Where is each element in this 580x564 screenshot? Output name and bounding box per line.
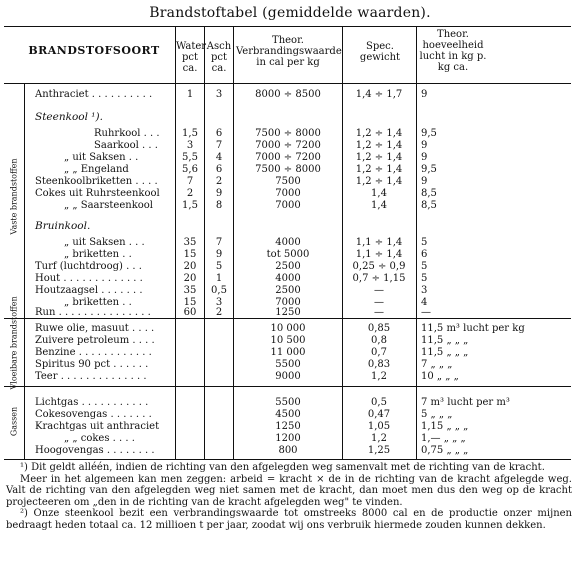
header-brandstofsoort: BRANDSTOFSOORT xyxy=(28,44,160,57)
cell-brandstof: Cokes uit Ruhrsteenkool xyxy=(35,188,160,199)
cell-lucht: 11,5 „ „ „ xyxy=(421,335,469,346)
cell-brandstof: Lichtgas . . . . . . . . . . . xyxy=(35,397,149,408)
cell-verbrandingswaarde: 2500 xyxy=(275,261,301,272)
cell-water: 2 xyxy=(186,188,194,199)
cell-water: 20 xyxy=(183,261,197,272)
cell-spec-gewicht: 1,1 ÷ 1,4 xyxy=(355,237,403,248)
table-title: Brandstoftabel (gemiddelde waarden). xyxy=(149,5,431,21)
cell-verbrandingswaarde: 10 500 xyxy=(270,335,306,346)
cell-water: 5,5 xyxy=(182,152,198,163)
cell-brandstof: Benzine . . . . . . . . . . . . xyxy=(35,347,152,358)
cell-spec-gewicht: 0,5 xyxy=(371,397,387,408)
cell-asch: 7 xyxy=(215,140,223,151)
cell-water: 35 xyxy=(183,285,197,296)
cell-brandstof: „ „ Engeland xyxy=(64,164,129,175)
cell-spec-gewicht: 1,1 ÷ 1,4 xyxy=(355,249,403,260)
cell-lucht: 9,5 xyxy=(421,128,437,139)
cell-asch: 2 xyxy=(215,176,223,187)
footnote-2: ²) Onze steenkool bezit een verbrandingswaarde tot omstreeks 8000 cal en de productie onzer mijnen bedraagt heden totaal ca. 12 millioen t per jaar, zoodat wij ons verbruik hiermede zouden kunnen dekken. xyxy=(6,508,572,531)
header-water: Water pct ca. xyxy=(176,41,207,74)
cell-lucht: 9 xyxy=(421,176,428,187)
cell-lucht: 3 xyxy=(421,285,428,296)
cell-verbrandingswaarde: 4000 xyxy=(275,273,301,284)
fuel-table xyxy=(4,26,571,460)
table-row xyxy=(4,176,571,188)
cell-verbrandingswaarde: 7500 xyxy=(275,176,301,187)
cell-water: 1 xyxy=(186,89,194,100)
footnotes xyxy=(6,462,572,531)
cell-spec-gewicht: 0,83 xyxy=(367,359,391,370)
cell-spec-gewicht: 0,25 ÷ 0,9 xyxy=(352,261,406,272)
table-row xyxy=(4,359,571,371)
cell-spec-gewicht: 1,05 xyxy=(367,421,391,432)
table-row xyxy=(4,273,571,285)
cell-brandstof: „ uit Saksen . . xyxy=(64,152,139,163)
cell-asch: 5 xyxy=(215,261,223,272)
header-lucht: Theor. hoeveelheid lucht in kg p. kg ca. xyxy=(419,29,487,73)
cell-spec-gewicht: 1,2 ÷ 1,4 xyxy=(355,152,403,163)
table-row xyxy=(4,433,571,445)
table-row xyxy=(4,261,571,273)
cell-verbrandingswaarde: 7000 ÷ 7200 xyxy=(255,140,321,151)
cell-verbrandingswaarde: 8000 ÷ 8500 xyxy=(255,89,321,100)
cell-spec-gewicht: 1,4 ÷ 1,7 xyxy=(355,89,403,100)
cell-brandstof: „ uit Saksen . . . xyxy=(64,237,145,248)
cell-water: 15 xyxy=(183,249,197,260)
cell-spec-gewicht: — xyxy=(374,307,384,318)
cell-lucht: 5 xyxy=(421,261,428,272)
table-row xyxy=(4,164,571,176)
table-row xyxy=(4,323,571,335)
table-row xyxy=(4,152,571,164)
subheading-bruinkool: Bruinkool. xyxy=(35,220,91,232)
cell-lucht: 1,— „ „ „ xyxy=(421,433,466,444)
table-row xyxy=(4,307,571,319)
cell-spec-gewicht: 0,7 ÷ 1,15 xyxy=(352,273,406,284)
cell-brandstof: Hout . . . . . . . . . . . . . xyxy=(35,273,143,284)
table-row xyxy=(4,237,571,249)
cell-brandstof: Houtzaagsel . . . . . . . xyxy=(35,285,143,296)
cell-spec-gewicht: 1,2 ÷ 1,4 xyxy=(355,140,403,151)
cell-lucht: 7 m³ lucht per m³ xyxy=(421,397,510,408)
cell-lucht: 4 xyxy=(421,297,428,308)
table-row xyxy=(4,200,571,212)
cell-verbrandingswaarde: 1250 xyxy=(275,307,301,318)
cell-brandstof: Krachtgas uit anthraciet xyxy=(35,421,160,432)
cell-spec-gewicht: 0,85 xyxy=(367,323,391,334)
cell-lucht: — xyxy=(421,307,431,318)
group-label-vloeibare: Vloeibare brandstoffen xyxy=(9,296,19,390)
table-row xyxy=(4,249,571,261)
cell-verbrandingswaarde: 9000 xyxy=(275,371,301,382)
cell-asch: 3 xyxy=(215,89,223,100)
cell-spec-gewicht: 1,25 xyxy=(367,445,391,456)
cell-spec-gewicht: 1,2 ÷ 1,4 xyxy=(355,128,403,139)
cell-verbrandingswaarde: 2500 xyxy=(275,285,301,296)
cell-spec-gewicht: 1,4 xyxy=(371,200,387,211)
cell-water: 1,5 xyxy=(182,200,198,211)
cell-asch: 6 xyxy=(215,164,223,175)
table-row xyxy=(4,397,571,409)
cell-lucht: 8,5 xyxy=(421,200,437,211)
footnote-1: ¹) Dit geldt alléén, indien de richting van den afgelegden weg samenvalt met de richting van de kracht. xyxy=(20,462,545,473)
cell-verbrandingswaarde: 7000 xyxy=(275,200,301,211)
table-row xyxy=(4,285,571,297)
cell-brandstof: Cokesovengas . . . . . . . xyxy=(35,409,152,420)
table-row xyxy=(4,128,571,140)
cell-water: 5,6 xyxy=(182,164,198,175)
table-row xyxy=(4,188,571,200)
header-verbrandingswaarde: Theor. Verbrandingswaarde in cal per kg xyxy=(236,35,342,68)
cell-lucht: 5 xyxy=(421,273,428,284)
cell-water: 60 xyxy=(183,307,197,318)
cell-lucht: 0,75 „ „ „ xyxy=(421,445,469,456)
header-separator xyxy=(4,83,571,84)
cell-verbrandingswaarde: 4000 xyxy=(275,237,301,248)
cell-lucht: 5 xyxy=(421,237,428,248)
cell-spec-gewicht: 1,4 xyxy=(371,188,387,199)
cell-spec-gewicht: 0,47 xyxy=(367,409,391,420)
header-asch: Asch pct ca. xyxy=(206,41,232,74)
cell-verbrandingswaarde: 7000 xyxy=(275,297,301,308)
subheading-steenkool: Steenkool ¹). xyxy=(35,111,103,123)
cell-verbrandingswaarde: 5500 xyxy=(275,397,301,408)
cell-water: 35 xyxy=(183,237,197,248)
cell-brandstof: Run . . . . . . . . . . . . . . . xyxy=(35,307,151,318)
cell-spec-gewicht: 1,2 xyxy=(371,371,387,382)
cell-spec-gewicht: — xyxy=(374,297,384,308)
cell-brandstof: Spiritus 90 pct . . . . . . xyxy=(35,359,149,370)
cell-brandstof: Steenkoolbriketten . . . . xyxy=(35,176,158,187)
cell-verbrandingswaarde: 1250 xyxy=(275,421,301,432)
cell-spec-gewicht: 1,2 ÷ 1,4 xyxy=(355,164,403,175)
footnote-paragraph: Meer in het algemeen kan men zeggen: arbeid = kracht × de in de richting van de kracht afgelegde weg. Valt de richting van den afgelegden weg niet samen met de kracht, dan moet men dus den weg op de kracht projecteeren om „den in de richting van de kracht afgelegden weg" te vinden. xyxy=(6,473,572,508)
cell-water: 7 xyxy=(186,176,194,187)
group-label-gassen: Gassen xyxy=(9,406,19,437)
cell-verbrandingswaarde: 7000 ÷ 7200 xyxy=(255,152,321,163)
cell-verbrandingswaarde: 5500 xyxy=(275,359,301,370)
cell-asch: 4 xyxy=(215,152,223,163)
cell-lucht: 7 „ „ „ xyxy=(421,359,453,370)
cell-verbrandingswaarde: 10 000 xyxy=(270,323,306,334)
cell-verbrandingswaarde: 7500 ÷ 8000 xyxy=(255,164,321,175)
cell-spec-gewicht: 0,7 xyxy=(371,347,387,358)
group-separator xyxy=(4,386,571,387)
cell-verbrandingswaarde: 4500 xyxy=(275,409,301,420)
cell-spec-gewicht: 0,8 xyxy=(371,335,387,346)
cell-water: 20 xyxy=(183,273,197,284)
cell-brandstof: „ „ Saarsteenkool xyxy=(64,200,153,211)
table-row xyxy=(4,371,571,383)
table-row xyxy=(4,409,571,421)
cell-verbrandingswaarde: 7500 ÷ 8000 xyxy=(255,128,321,139)
cell-spec-gewicht: 1,2 ÷ 1,4 xyxy=(355,176,403,187)
cell-verbrandingswaarde: 1200 xyxy=(275,433,301,444)
group-label-vaste: Vaste brandstoffen xyxy=(9,158,19,235)
cell-water: 15 xyxy=(183,297,197,308)
cell-lucht: 10 „ „ „ xyxy=(421,371,459,382)
cell-water: 3 xyxy=(186,140,194,151)
cell-asch: 2 xyxy=(215,307,223,318)
cell-brandstof: Saarkool . . . xyxy=(94,140,158,151)
cell-asch: 0,5 xyxy=(211,285,227,296)
cell-brandstof: Teer . . . . . . . . . . . . . . xyxy=(35,371,147,382)
cell-asch: 3 xyxy=(215,297,223,308)
cell-brandstof: Zuivere petroleum . . . . xyxy=(35,335,155,346)
cell-lucht: 9,5 xyxy=(421,164,437,175)
header-spec-gewicht: Spec. gewicht xyxy=(359,41,401,63)
table-row xyxy=(4,89,571,101)
table-row xyxy=(4,347,571,359)
cell-lucht: 9 xyxy=(421,89,428,100)
cell-asch: 6 xyxy=(215,128,223,139)
cell-brandstof: „ briketten . . xyxy=(64,297,132,308)
table-row xyxy=(4,335,571,347)
cell-asch: 7 xyxy=(215,237,223,248)
cell-verbrandingswaarde: tot 5000 xyxy=(266,249,310,260)
cell-lucht: 9 xyxy=(421,152,428,163)
cell-brandstof: Hoogovengas . . . . . . . . xyxy=(35,445,155,456)
cell-verbrandingswaarde: 7000 xyxy=(275,188,301,199)
cell-lucht: 1,15 „ „ „ xyxy=(421,421,469,432)
cell-spec-gewicht: 1,2 xyxy=(371,433,387,444)
cell-lucht: 9 xyxy=(421,140,428,151)
cell-brandstof: Turf (luchtdroog) . . . xyxy=(35,261,142,272)
cell-asch: 8 xyxy=(215,200,223,211)
cell-brandstof: „ „ cokes . . . . xyxy=(64,433,135,444)
cell-brandstof: Ruhrkool . . . xyxy=(94,128,160,139)
cell-brandstof: Anthraciet . . . . . . . . . . xyxy=(35,89,153,100)
cell-water: 1,5 xyxy=(182,128,198,139)
cell-verbrandingswaarde: 11 000 xyxy=(270,347,306,358)
cell-asch: 1 xyxy=(215,273,223,284)
table-row xyxy=(4,421,571,433)
cell-asch: 9 xyxy=(215,249,223,260)
cell-lucht: 6 xyxy=(421,249,428,260)
cell-spec-gewicht: — xyxy=(374,285,384,296)
cell-lucht: 5 „ „ „ xyxy=(421,409,453,420)
cell-brandstof: Ruwe olie, masuut . . . . xyxy=(35,323,155,334)
cell-verbrandingswaarde: 800 xyxy=(278,445,298,456)
table-row xyxy=(4,140,571,152)
cell-lucht: 8,5 xyxy=(421,188,437,199)
cell-brandstof: „ briketten . . xyxy=(64,249,132,260)
cell-asch: 9 xyxy=(215,188,223,199)
cell-lucht: 11,5 „ „ „ xyxy=(421,347,469,358)
table-row xyxy=(4,445,571,457)
cell-lucht: 11,5 m³ lucht per kg xyxy=(421,323,525,334)
